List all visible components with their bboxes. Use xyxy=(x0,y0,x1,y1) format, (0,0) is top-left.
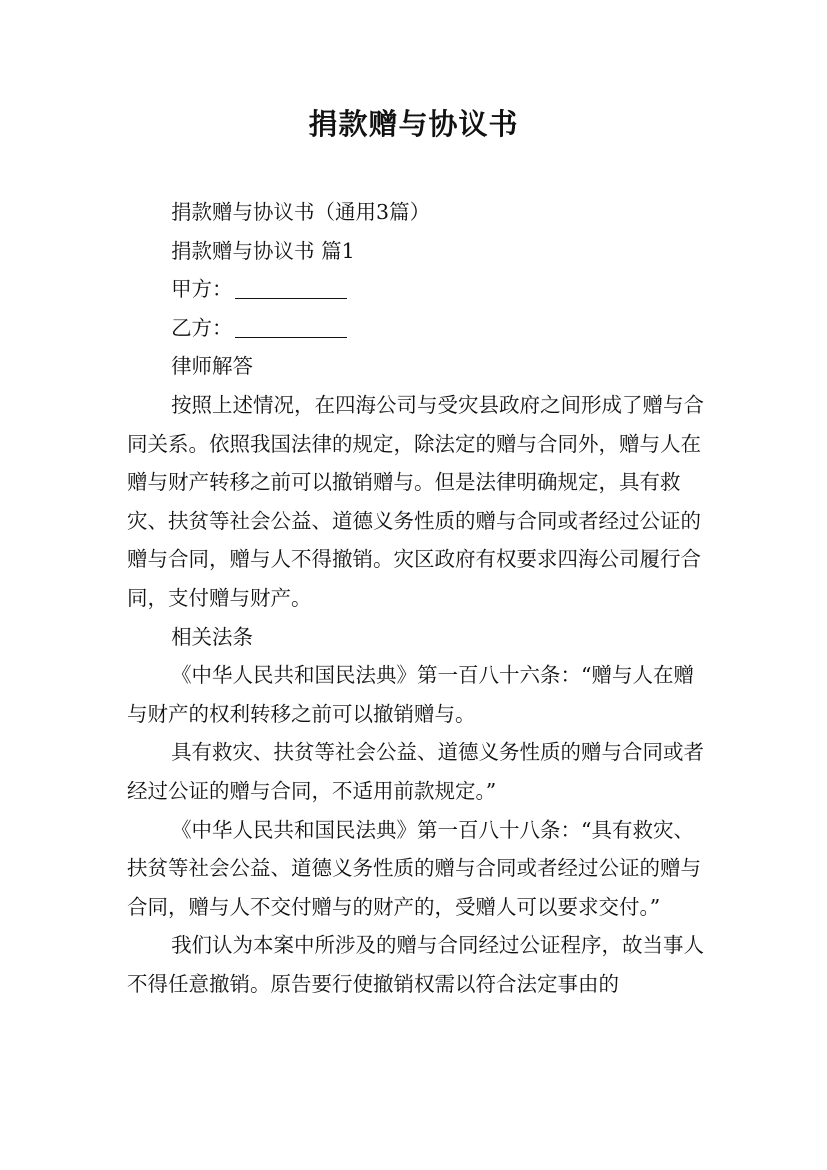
party-b-line xyxy=(127,309,705,348)
party-b-label: 乙方： xyxy=(171,315,233,340)
law-article-186: 《中华人民共和国民法典》第一百八十六条：“赠与人在赠与财产的权利转移之前可以撤销赠与。 xyxy=(127,663,695,726)
lawyer-heading: 律师解答 xyxy=(171,354,254,379)
conclusion-paragraph: 我们认为本案中所涉及的赠与合同经过公证程序，故当事人不得任意撤销。原告要行使撤销权需以符合法定事由的 xyxy=(127,933,705,996)
document-body xyxy=(127,193,705,1003)
subtitle: 捐款赠与协议书（通用3篇） xyxy=(171,200,431,224)
document-title: 捐款赠与协议书 xyxy=(308,107,519,141)
party-a-blank xyxy=(235,276,347,299)
party-b-blank xyxy=(235,315,347,338)
law-article-186-cont: 具有救灾、扶贫等社会公益、道德义务性质的赠与合同或者经过公证的赠与合同，不适用前款规定。” xyxy=(127,740,705,803)
answer-paragraph: 按照上述情况，在四海公司与受灾县政府之间形成了赠与合同关系。依照我国法律的规定，除法定的赠与合同外，赠与人在赠与财产转移之前可以撤销赠与。但是法律明确规定，具有救灾、扶贫等社会公益、道德义务性质的赠与合同或者经过公证的赠与合同，赠与人不得撤销。灾区政府有权要求四海公司履行合同，支付赠与财产。 xyxy=(127,392,705,610)
party-a-label: 甲方： xyxy=(171,277,233,302)
party-a-line xyxy=(127,270,705,309)
section-heading: 捐款赠与协议书 篇1 xyxy=(171,238,355,263)
law-heading: 相关法条 xyxy=(171,624,254,649)
law-article-188: 《中华人民共和国民法典》第一百八十八条：“具有救灾、扶贫等社会公益、道德义务性质的赠与合同或者经过公证的赠与合同，赠与人不交付赠与的财产的，受赠人可以要求交付。” xyxy=(127,817,701,919)
